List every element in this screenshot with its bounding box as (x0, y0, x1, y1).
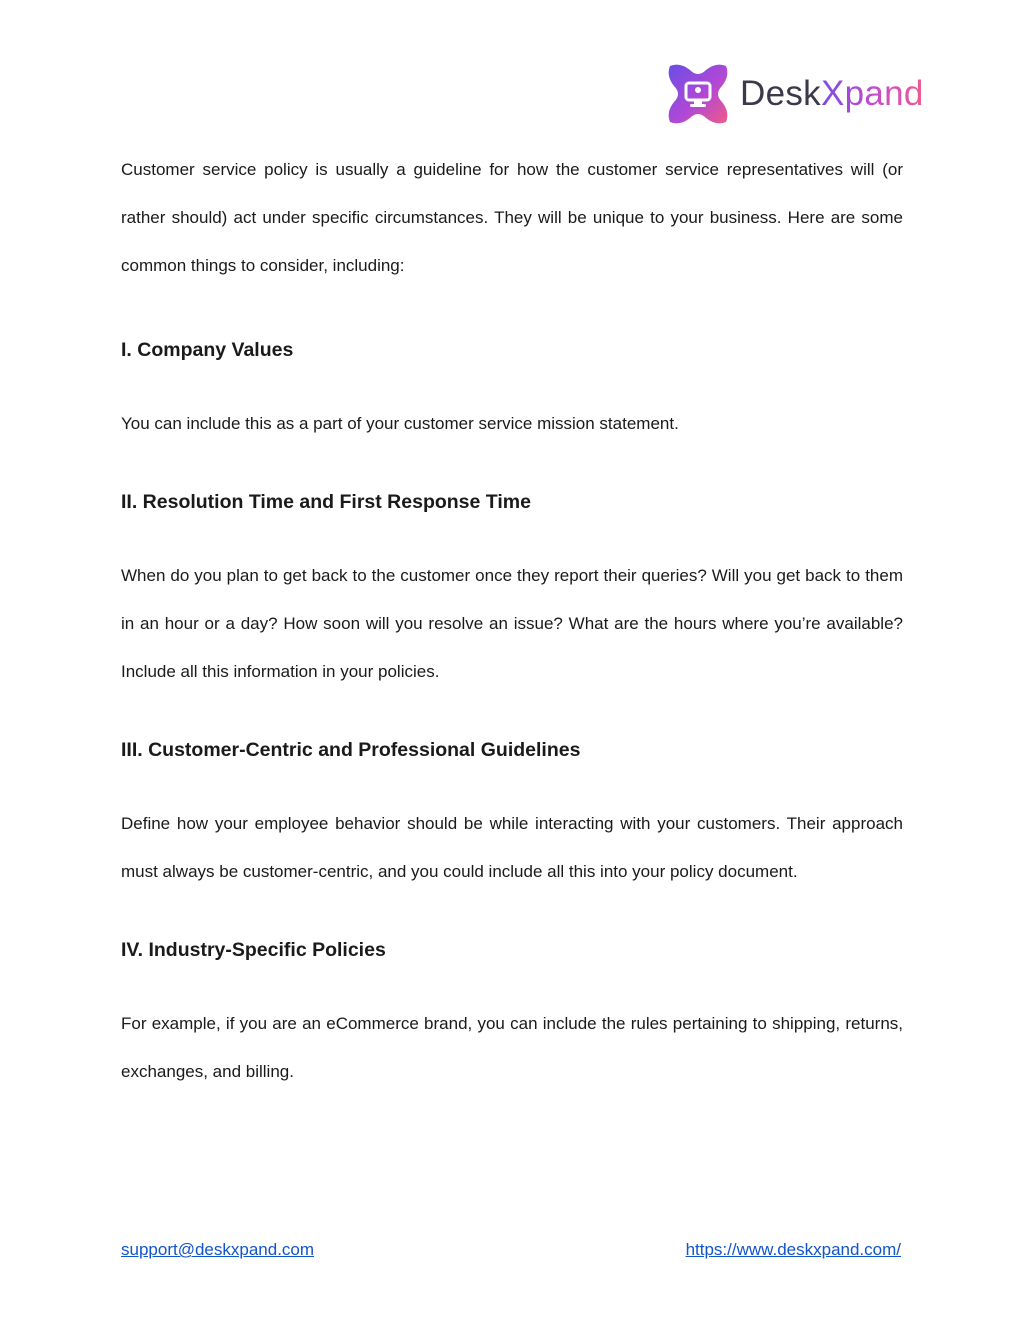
brand-name: DeskXpand (740, 74, 924, 113)
website-link[interactable]: https://www.deskxpand.com/ (685, 1240, 901, 1259)
section-heading-industry-specific: IV. Industry-Specific Policies (121, 939, 386, 961)
section-heading-resolution-time: II. Resolution Time and First Response Time (121, 491, 531, 513)
intro-paragraph: Customer service policy is usually a guideline for how the customer service representatives will (or rather should) act under specific circumstances. They will be unique to your business. Here are some common things to consider, including: (121, 160, 903, 275)
section-body-customer-centric: Define how your employee behavior should be while interacting with your customers. Their approach must always be customer-centric, and you could include all this into your policy document. (121, 814, 903, 881)
deskxpand-x-monitor-icon (664, 60, 732, 128)
section-heading-company-values: I. Company Values (121, 339, 294, 361)
section-body-industry-specific: For example, if you are an eCommerce brand, you can include the rules pertaining to shipping, returns, exchanges, and billing. (121, 1014, 903, 1081)
document-body (121, 146, 903, 1096)
support-email-link[interactable]: support@deskxpand.com (121, 1240, 315, 1259)
section-heading-customer-centric: III. Customer-Centric and Professional Guidelines (121, 739, 581, 761)
deskxpand-logo (664, 60, 944, 128)
section-body-company-values: You can include this as a part of your customer service mission statement. (121, 414, 679, 433)
section-body-resolution-time: When do you plan to get back to the customer once they report their queries? Will you get back to them in an hour or a day? How soon will you resolve an issue? What are the hours where you’re available? Include all this information in your policies. (121, 566, 903, 681)
page-footer (121, 1238, 901, 1262)
